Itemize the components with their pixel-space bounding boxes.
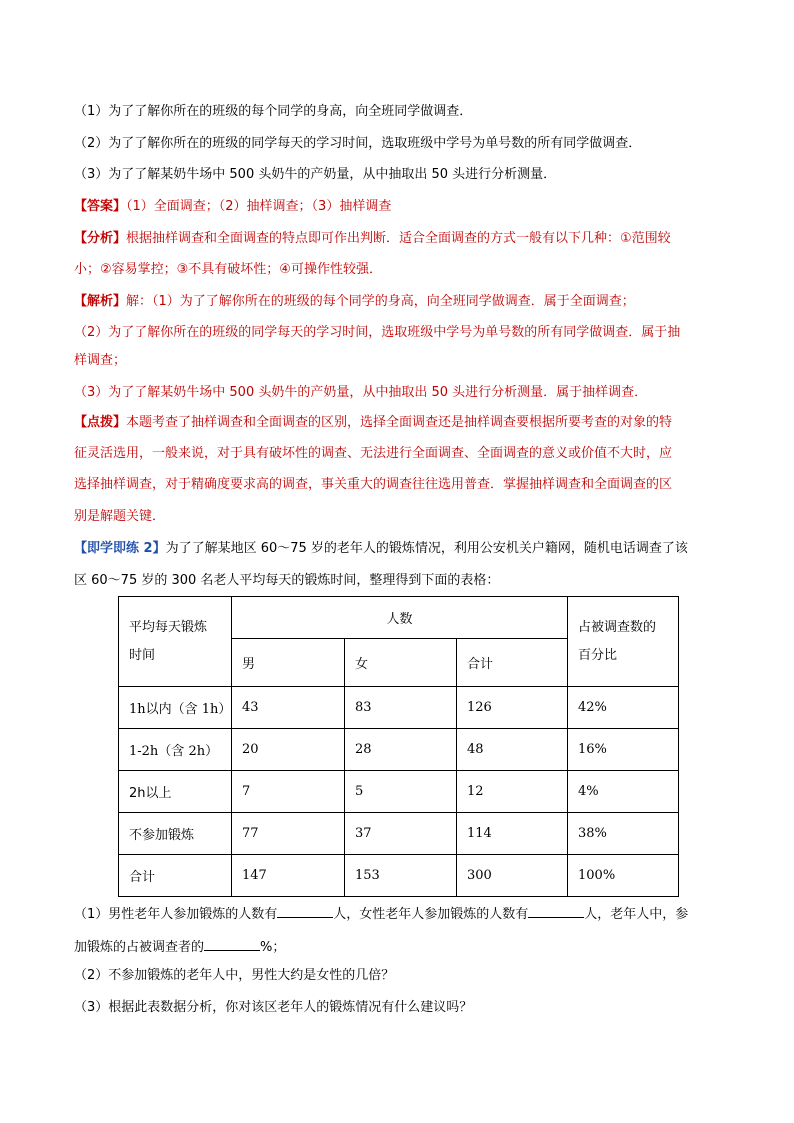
table-row [119,813,679,855]
sub-question-1-cont [74,936,724,957]
cell-time: 1-2h（含 2h） [119,729,232,771]
solution-line-3: 样调查； [74,353,127,368]
cell-female: 153 [345,855,457,897]
sub-question-1-part-c: 人，老年人中，参 [584,907,689,922]
tips-line-1 [74,414,724,432]
header-female: 女 [345,639,457,687]
cell-male: 43 [232,687,345,729]
solution-line-1 [74,293,724,311]
cell-percent: 100% [568,855,679,897]
cell-total: 12 [457,771,568,813]
question-2: （2）为了了解你所在的班级的同学每天的学习时间，选取班级中学号为单号数的所有同学做调查． [74,136,642,151]
cell-male: 147 [232,855,345,897]
cell-female: 83 [345,687,457,729]
cell-time: 2h以上 [119,771,232,813]
cell-percent: 16% [568,729,679,771]
cell-female: 28 [345,729,457,771]
tips-line-2: 征灵活选用，一般来说，对于具有破坏性的调查、无法进行全面调查、全面调查的意义或价值不大时，应 [74,446,673,461]
cell-total: 48 [457,729,568,771]
tips-line-4: 别是解题关键． [74,509,166,524]
solution-tag: 【解析】 [74,294,127,309]
table-row [119,771,679,813]
answer-blank-female[interactable] [528,903,584,918]
analysis-text-1: 根据抽样调查和全面调查的特点即可作出判断．适合全面调查的方式一般有以下几种：①范围较 [126,231,671,246]
cell-male: 7 [232,771,345,813]
sub-question-3: （3）根据此表数据分析，你对该区老年人的锻炼情况有什么建议吗？ [74,1000,473,1015]
header-time [119,597,232,687]
header-total: 合计 [457,639,568,687]
header-percent-line-2: 百分比 [578,647,618,663]
tips-tag: 【点拨】 [74,415,127,430]
sub-question-2: （2）不参加锻炼的老年人中，男性大约是女性的几倍？ [74,968,395,983]
sub-question-1-part-d: 加锻炼的占被调查者的 [74,940,205,955]
tips-line-3: 选择抽样调查，对于精确度要求高的调查，事关重大的调查往往选用普查．掌握抽样调查和全面调查的区 [74,477,673,492]
cell-time: 不参加锻炼 [119,813,232,855]
header-percent [568,597,679,687]
question-1: （1）为了了解你所在的班级的每个同学的身高，向全班同学做调查． [74,104,473,119]
analysis-tag: 【分析】 [74,231,127,246]
practice-line-2: 区 60～75 岁的 300 名老人平均每天的锻炼时间，整理得到下面的表格： [74,573,500,588]
cell-total: 300 [457,855,568,897]
sub-question-1 [74,903,724,924]
exercise-table [118,596,679,897]
cell-time: 合计 [119,855,232,897]
cell-female: 37 [345,813,457,855]
table-row [119,855,679,897]
sub-question-1-part-a: （1）男性老年人参加锻炼的人数有 [74,907,278,922]
cell-male: 77 [232,813,345,855]
sub-question-1-part-b: 人，女性老年人参加锻炼的人数有 [333,907,529,922]
table-row [119,687,679,729]
question-3: （3）为了了解某奶牛场中 500 头奶牛的产奶量，从中抽取出 50 头进行分析测量． [74,167,557,182]
answer-tag: 【答案】 [74,199,127,214]
header-percent-line-1: 占被调查数的 [578,619,657,635]
practice-tag: 【即学即练 2】 [74,541,166,556]
tips-text-1: 本题考查了抽样调查和全面调查的区别，选择全面调查还是抽样调查要根据所要考查的对象的特 [126,415,673,430]
answer-text: （1）全面调查；（2）抽样调查；（3）抽样调查 [126,199,392,214]
header-people: 人数 [232,597,568,639]
analysis-line-1 [74,230,724,248]
solution-line-4: （3）为了了解某奶牛场中 500 头奶牛的产奶量，从中抽取出 50 头进行分析测量．属于抽样调查． [74,385,648,400]
analysis-line-2: 小；②容易掌控；③不具有破坏性；④可操作性较强． [74,262,382,277]
cell-percent: 38% [568,813,679,855]
sub-question-1-part-e: %； [260,940,286,955]
header-time-line-1: 平均每天锻炼 [129,619,208,635]
answer-blank-male[interactable] [277,903,333,918]
cell-total: 126 [457,687,568,729]
practice-line-1 [74,540,724,558]
cell-time: 1h以内（含 1h） [119,687,232,729]
cell-percent: 4% [568,771,679,813]
table-row [119,729,679,771]
cell-female: 5 [345,771,457,813]
cell-percent: 42% [568,687,679,729]
solution-line-2: （2）为了了解你所在的班级的同学每天的学习时间，选取班级中学号为单号数的所有同学做调查．属于抽 [74,325,681,340]
answer-line [74,198,724,216]
cell-male: 20 [232,729,345,771]
cell-total: 114 [457,813,568,855]
solution-text-1: 解：（1）为了了解你所在的班级的每个同学的身高，向全班同学做调查．属于全面调查； [126,294,635,309]
header-time-line-2: 时间 [129,647,156,663]
header-male: 男 [232,639,345,687]
practice-text-1: 为了了解某地区 60～75 岁的老年人的锻炼情况，利用公安机关户籍网，随机电话调查了该 [165,541,688,556]
answer-blank-percent[interactable] [204,936,260,951]
